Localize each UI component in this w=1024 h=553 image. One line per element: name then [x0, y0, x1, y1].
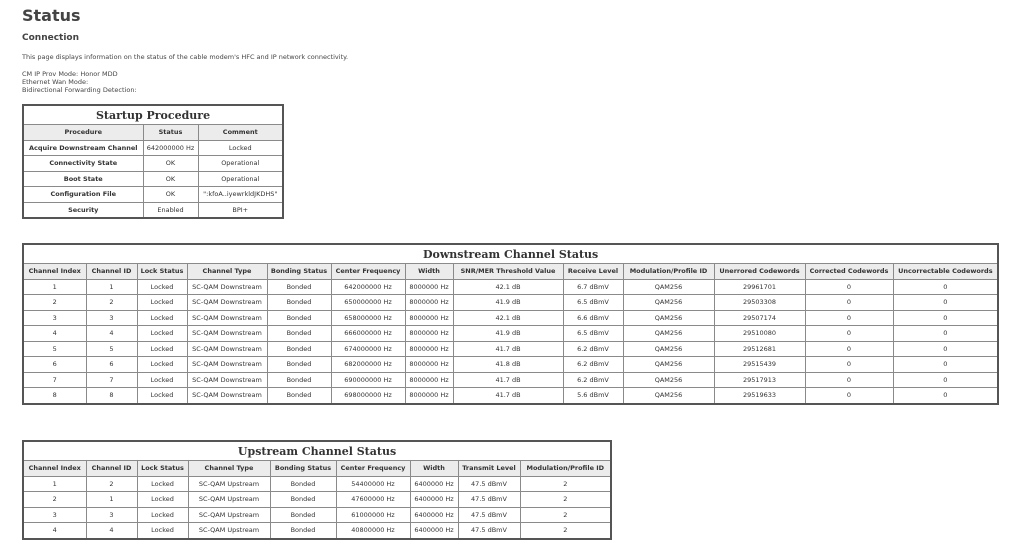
column-header: Receive Level	[563, 264, 623, 280]
column-header: Channel Type	[187, 264, 267, 280]
table-cell: OK	[143, 171, 198, 187]
table-cell: 642000000 Hz	[331, 279, 405, 295]
page-description: This page displays information on the status of the cable modem's HFC and IP network connectivity.	[22, 53, 349, 61]
column-header: Uncorrectable Codewords	[893, 264, 998, 280]
table-row	[23, 140, 283, 156]
column-header: Channel Type	[188, 461, 270, 477]
info-label: Bidirectional Forwarding Detection:	[22, 86, 137, 94]
column-header: Lock Status	[137, 264, 187, 280]
table-cell: 5.6 dBmV	[563, 388, 623, 404]
table-cell: 6.5 dBmV	[563, 295, 623, 311]
table-cell: SC-QAM Downstream	[187, 372, 267, 388]
table-cell: 29519633	[714, 388, 805, 404]
table-cell: Acquire Downstream Channel	[23, 140, 143, 156]
table-row	[23, 326, 998, 342]
table-cell: 2	[23, 295, 86, 311]
table-cell: QAM256	[623, 357, 714, 373]
table-cell: 0	[805, 341, 893, 357]
table-cell: 4	[23, 326, 86, 342]
table-cell: 1	[86, 492, 137, 508]
table-cell: Connectivity State	[23, 156, 143, 172]
table-cell: 7	[23, 372, 86, 388]
table-cell: 5	[23, 341, 86, 357]
table-cell: 8000000 Hz	[405, 295, 453, 311]
table-cell: 0	[805, 295, 893, 311]
table-cell: 666000000 Hz	[331, 326, 405, 342]
table-cell: Locked	[137, 326, 187, 342]
table-cell: SC-QAM Downstream	[187, 341, 267, 357]
table-cell: 0	[805, 310, 893, 326]
table-cell: 1	[86, 279, 137, 295]
table-header-row	[23, 125, 283, 141]
table-cell: 29507174	[714, 310, 805, 326]
table-cell: Bonded	[270, 476, 336, 492]
table-cell: SC-QAM Downstream	[187, 295, 267, 311]
table-cell: 6.2 dBmV	[563, 341, 623, 357]
table-cell: 6	[23, 357, 86, 373]
table-cell: 2	[86, 295, 137, 311]
column-header: Modulation/Profile ID	[520, 461, 611, 477]
table-cell: 5	[86, 341, 137, 357]
table-cell: 2	[520, 507, 611, 523]
table-cell: Bonded	[267, 388, 331, 404]
table-cell: 6.2 dBmV	[563, 372, 623, 388]
table-row	[23, 187, 283, 203]
table-cell: 1	[23, 279, 86, 295]
table-row	[23, 279, 998, 295]
table-row	[23, 476, 611, 492]
table-cell: QAM256	[623, 295, 714, 311]
table-cell: BPI+	[198, 202, 283, 218]
table-cell: 47.5 dBmV	[458, 523, 520, 539]
column-header: Transmit Level	[458, 461, 520, 477]
table-row	[23, 202, 283, 218]
table-cell: 41.7 dB	[453, 341, 563, 357]
table-cell: 4	[86, 326, 137, 342]
table-cell: Locked	[137, 523, 188, 539]
table-cell: 0	[805, 279, 893, 295]
downstream-channel-table	[22, 243, 999, 405]
table-cell: 6400000 Hz	[410, 476, 458, 492]
table-cell: 8000000 Hz	[405, 310, 453, 326]
table-cell: 7	[86, 372, 137, 388]
column-header: Channel ID	[86, 264, 137, 280]
table-cell: 0	[805, 388, 893, 404]
table-cell: Boot State	[23, 171, 143, 187]
startup-procedure-table	[22, 104, 284, 219]
table-cell: 0	[805, 326, 893, 342]
column-header: Channel ID	[86, 461, 137, 477]
table-row	[23, 507, 611, 523]
table-cell: SC-QAM Downstream	[187, 279, 267, 295]
column-header: Bonding Status	[267, 264, 331, 280]
table-cell: 47.5 dBmV	[458, 492, 520, 508]
column-header: Unerrored Codewords	[714, 264, 805, 280]
table-cell: Locked	[137, 279, 187, 295]
table-cell: 42.1 dB	[453, 310, 563, 326]
table-cell: 0	[805, 372, 893, 388]
info-line-bfd	[22, 86, 137, 94]
table-cell: Configuration File	[23, 187, 143, 203]
table-cell: 0	[893, 295, 998, 311]
table-cell: 29503308	[714, 295, 805, 311]
table-cell: 2	[23, 492, 86, 508]
table-cell: Bonded	[267, 357, 331, 373]
table-cell: SC-QAM Upstream	[188, 492, 270, 508]
table-row	[23, 357, 998, 373]
table-cell: 1	[23, 476, 86, 492]
table-cell: QAM256	[623, 341, 714, 357]
table-title: Upstream Channel Status	[23, 441, 611, 461]
table-cell: 6400000 Hz	[410, 523, 458, 539]
table-cell: QAM256	[623, 279, 714, 295]
upstream-channel-table	[22, 440, 612, 540]
column-header: Width	[405, 264, 453, 280]
column-header: Width	[410, 461, 458, 477]
table-cell: Security	[23, 202, 143, 218]
section-title: Connection	[22, 33, 80, 43]
table-cell: 29961701	[714, 279, 805, 295]
table-row	[23, 341, 998, 357]
table-cell: Bonded	[270, 523, 336, 539]
table-caption-row	[23, 105, 283, 125]
column-header: Procedure	[23, 125, 143, 141]
table-cell: 2	[86, 476, 137, 492]
column-header: Channel Index	[23, 461, 86, 477]
table-cell: Enabled	[143, 202, 198, 218]
table-cell: Locked	[137, 341, 187, 357]
table-cell: 54400000 Hz	[336, 476, 410, 492]
table-cell: QAM256	[623, 310, 714, 326]
column-header: Modulation/Profile ID	[623, 264, 714, 280]
table-cell: 4	[23, 523, 86, 539]
table-cell: 6.7 dBmV	[563, 279, 623, 295]
table-cell: OK	[143, 187, 198, 203]
table-row	[23, 295, 998, 311]
table-cell: 40800000 Hz	[336, 523, 410, 539]
table-cell: 0	[893, 326, 998, 342]
table-cell: 41.9 dB	[453, 326, 563, 342]
table-cell: 658000000 Hz	[331, 310, 405, 326]
table-cell: SC-QAM Downstream	[187, 388, 267, 404]
table-cell: 650000000 Hz	[331, 295, 405, 311]
page-title: Status	[22, 6, 81, 25]
table-cell: SC-QAM Upstream	[188, 523, 270, 539]
column-header: Lock Status	[137, 461, 188, 477]
table-cell: 2	[520, 492, 611, 508]
column-header: Center Frequency	[331, 264, 405, 280]
table-cell: Bonded	[267, 310, 331, 326]
table-cell: 41.9 dB	[453, 295, 563, 311]
table-cell: 6.2 dBmV	[563, 357, 623, 373]
table-cell: 42.1 dB	[453, 279, 563, 295]
table-row	[23, 171, 283, 187]
table-caption-row	[23, 441, 611, 461]
table-cell: 47600000 Hz	[336, 492, 410, 508]
table-cell: 6400000 Hz	[410, 507, 458, 523]
table-title: Startup Procedure	[23, 105, 283, 125]
table-cell: Locked	[137, 492, 188, 508]
table-cell: 41.8 dB	[453, 357, 563, 373]
table-cell: 698000000 Hz	[331, 388, 405, 404]
table-header-row	[23, 461, 611, 477]
table-cell: 0	[893, 372, 998, 388]
table-cell: 0	[893, 310, 998, 326]
table-cell: SC-QAM Downstream	[187, 357, 267, 373]
info-label: CM IP Prov Mode:	[22, 70, 79, 78]
table-cell: 8	[23, 388, 86, 404]
table-cell: 0	[893, 279, 998, 295]
table-cell: ":kfoA..iyewrkldJKDHS"	[198, 187, 283, 203]
table-cell: 47.5 dBmV	[458, 476, 520, 492]
table-row	[23, 492, 611, 508]
table-cell: Locked	[137, 357, 187, 373]
table-row	[23, 156, 283, 172]
table-cell: Bonded	[267, 372, 331, 388]
table-cell: 2	[520, 523, 611, 539]
table-cell: 6.5 dBmV	[563, 326, 623, 342]
table-cell: Bonded	[267, 341, 331, 357]
table-cell: 8000000 Hz	[405, 357, 453, 373]
table-row	[23, 388, 998, 404]
table-cell: 29510080	[714, 326, 805, 342]
table-row	[23, 372, 998, 388]
table-cell: 6400000 Hz	[410, 492, 458, 508]
connection-info	[22, 70, 137, 94]
table-title: Downstream Channel Status	[23, 244, 998, 264]
info-label: Ethernet Wan Mode:	[22, 78, 89, 86]
table-cell: 3	[23, 507, 86, 523]
table-cell: Bonded	[267, 326, 331, 342]
table-cell: 682000000 Hz	[331, 357, 405, 373]
table-cell: Operational	[198, 171, 283, 187]
table-cell: SC-QAM Downstream	[187, 326, 267, 342]
table-cell: 690000000 Hz	[331, 372, 405, 388]
column-header: SNR/MER Threshold Value	[453, 264, 563, 280]
table-cell: 8000000 Hz	[405, 326, 453, 342]
table-header-row	[23, 264, 998, 280]
table-row	[23, 523, 611, 539]
table-cell: 0	[805, 357, 893, 373]
column-header: Bonding Status	[270, 461, 336, 477]
table-cell: 29517913	[714, 372, 805, 388]
table-cell: Bonded	[267, 295, 331, 311]
column-header: Center Frequency	[336, 461, 410, 477]
table-caption-row	[23, 244, 998, 264]
table-cell: QAM256	[623, 372, 714, 388]
info-line-prov-mode	[22, 70, 137, 78]
table-cell: SC-QAM Upstream	[188, 507, 270, 523]
table-cell: Locked	[198, 140, 283, 156]
table-cell: Locked	[137, 310, 187, 326]
table-cell: QAM256	[623, 388, 714, 404]
table-cell: SC-QAM Upstream	[188, 476, 270, 492]
table-cell: 8000000 Hz	[405, 372, 453, 388]
table-cell: Operational	[198, 156, 283, 172]
table-cell: 41.7 dB	[453, 388, 563, 404]
table-cell: Locked	[137, 507, 188, 523]
table-cell: 47.5 dBmV	[458, 507, 520, 523]
table-cell: Locked	[137, 295, 187, 311]
info-line-ethernet-wan-mode	[22, 78, 137, 86]
table-cell: 8000000 Hz	[405, 388, 453, 404]
table-cell: 0	[893, 357, 998, 373]
table-cell: OK	[143, 156, 198, 172]
column-header: Corrected Codewords	[805, 264, 893, 280]
table-cell: 2	[520, 476, 611, 492]
table-cell: 6.6 dBmV	[563, 310, 623, 326]
column-header: Status	[143, 125, 198, 141]
table-cell: 0	[893, 341, 998, 357]
info-value: Honor MDD	[80, 70, 118, 78]
table-cell: SC-QAM Downstream	[187, 310, 267, 326]
table-cell: 41.7 dB	[453, 372, 563, 388]
table-cell: Bonded	[267, 279, 331, 295]
table-cell: 3	[23, 310, 86, 326]
table-cell: Bonded	[270, 507, 336, 523]
table-cell: 29515439	[714, 357, 805, 373]
table-cell: Locked	[137, 388, 187, 404]
table-cell: 4	[86, 523, 137, 539]
table-cell: 642000000 Hz	[143, 140, 198, 156]
table-cell: 8000000 Hz	[405, 279, 453, 295]
table-cell: 61000000 Hz	[336, 507, 410, 523]
table-cell: 3	[86, 507, 137, 523]
table-cell: 29512681	[714, 341, 805, 357]
table-cell: QAM256	[623, 326, 714, 342]
table-row	[23, 310, 998, 326]
table-cell: 8	[86, 388, 137, 404]
table-cell: 0	[893, 388, 998, 404]
table-cell: 8000000 Hz	[405, 341, 453, 357]
table-cell: 3	[86, 310, 137, 326]
table-cell: Locked	[137, 372, 187, 388]
table-cell: Bonded	[270, 492, 336, 508]
table-cell: 674000000 Hz	[331, 341, 405, 357]
column-header: Comment	[198, 125, 283, 141]
table-cell: Locked	[137, 476, 188, 492]
column-header: Channel Index	[23, 264, 86, 280]
table-cell: 6	[86, 357, 137, 373]
